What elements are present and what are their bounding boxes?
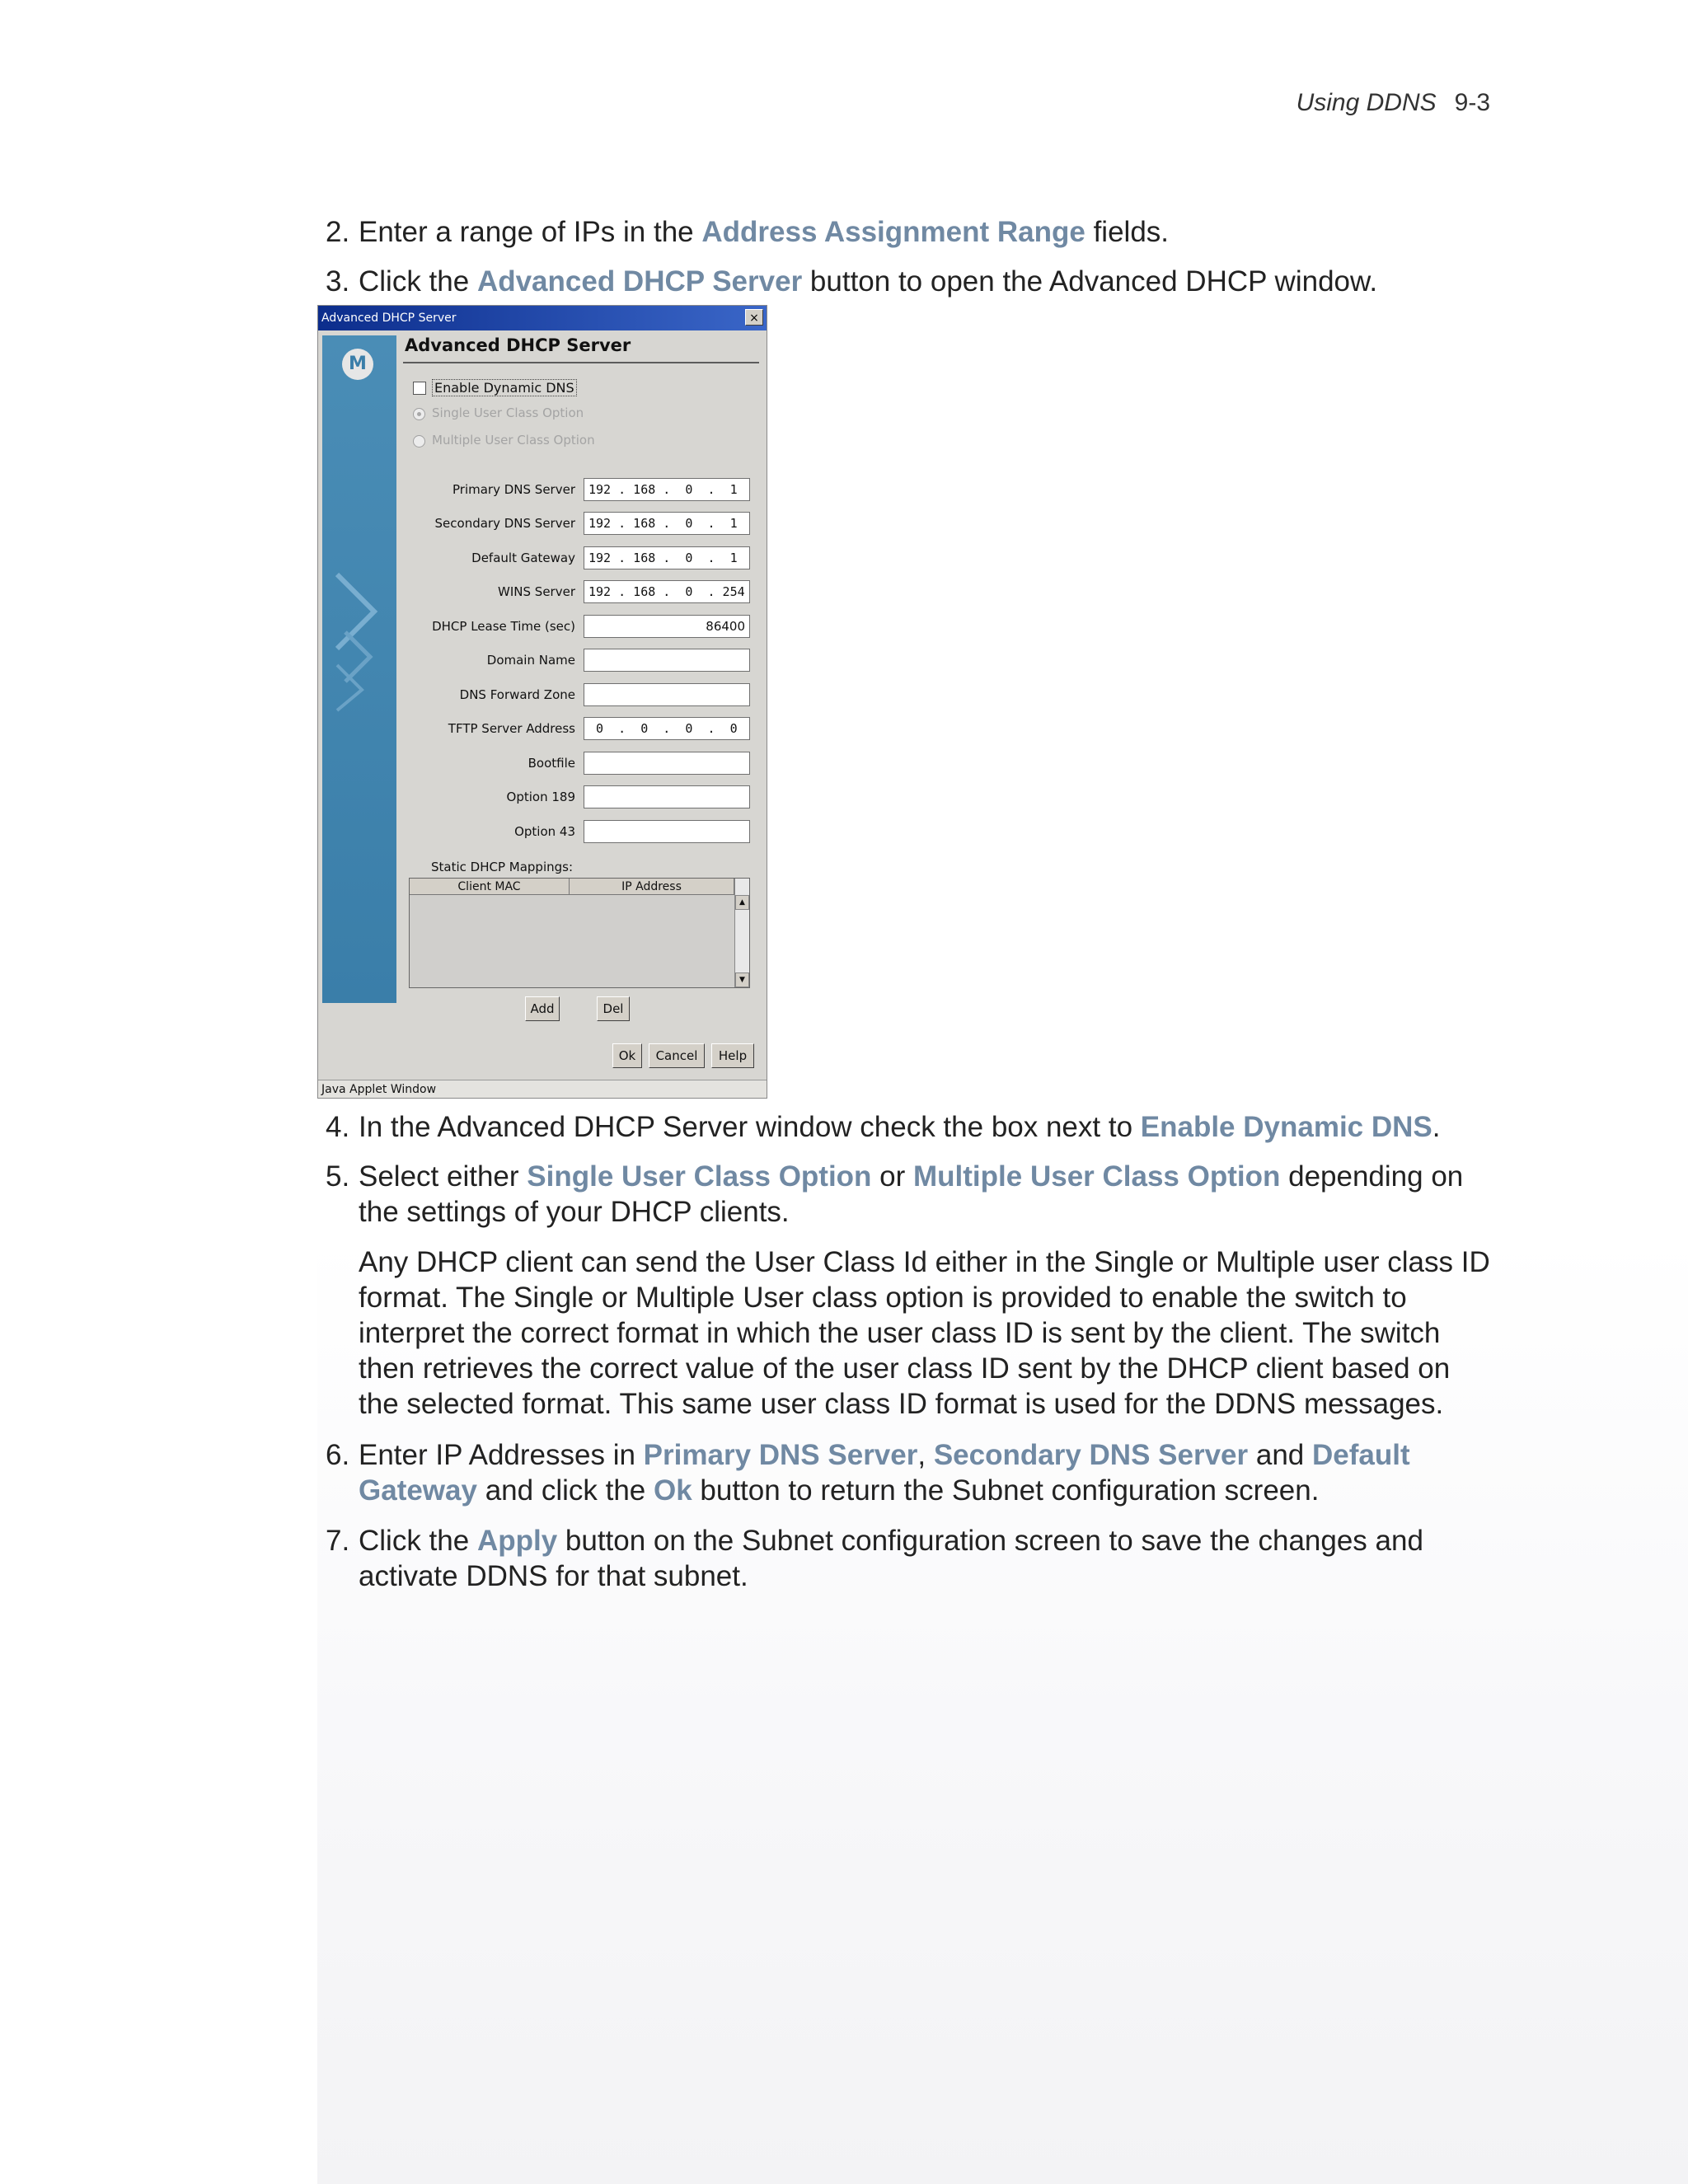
lease-time-field[interactable]: 86400 [584, 615, 750, 638]
option-189-label: Option 189 [506, 790, 575, 804]
dns-forward-zone-field[interactable] [584, 683, 750, 706]
enable-dynamic-dns-label: Enable Dynamic DNS [432, 379, 577, 396]
chevron-decoration-icon [329, 566, 390, 715]
ui-reference: Primary DNS Server [643, 1439, 918, 1471]
bootfile-field[interactable] [584, 752, 750, 775]
step-text: and click the [476, 1474, 654, 1507]
advanced-dhcp-window [317, 305, 767, 1099]
multiple-user-class-radio[interactable] [413, 435, 425, 448]
help-button[interactable]: Help [711, 1043, 754, 1068]
step-text: Select either [359, 1160, 528, 1193]
add-button[interactable]: Add [525, 996, 560, 1021]
scroll-up-icon[interactable]: ▲ [735, 895, 749, 910]
option-189-field[interactable] [584, 785, 750, 808]
step-7 [326, 1523, 1496, 1594]
table-scrollbar[interactable] [734, 879, 749, 987]
option-43-field[interactable] [584, 820, 750, 843]
column-header-client-mac[interactable]: Client MAC [410, 879, 570, 895]
step-number: 6. [326, 1439, 350, 1471]
enable-dynamic-dns-checkbox[interactable] [413, 382, 426, 395]
del-button[interactable]: Del [597, 996, 630, 1021]
tftp-server-label: TFTP Server Address [448, 721, 575, 736]
ui-reference: Secondary DNS Server [933, 1439, 1249, 1471]
heading-divider [403, 362, 759, 363]
close-button[interactable]: × [745, 309, 763, 326]
motorola-logo-icon: M [342, 349, 373, 380]
wins-server-label: WINS Server [498, 584, 575, 599]
option-43-label: Option 43 [514, 824, 575, 839]
step-text: Enter IP Addresses in [359, 1439, 644, 1471]
step-text: button to open the Advanced DHCP window. [802, 265, 1378, 298]
static-mappings-table [409, 878, 750, 988]
step-6 [326, 1437, 1496, 1508]
domain-name-field[interactable] [584, 649, 750, 672]
secondary-dns-field[interactable]: 192 . 168 . 0 . 1 [584, 512, 750, 535]
static-mappings-label: Static DHCP Mappings: [431, 860, 574, 874]
window-heading: Advanced DHCP Server [405, 335, 631, 355]
ok-button[interactable]: Ok [612, 1043, 642, 1068]
step-3 [326, 264, 1496, 299]
ui-reference: Ok [653, 1474, 692, 1507]
section-title: Using DDNS [1296, 89, 1437, 116]
step-number: 3. [326, 265, 350, 298]
step-text: , [917, 1439, 934, 1471]
ui-reference: Single User Class Option [527, 1160, 872, 1193]
step-text: or [871, 1160, 914, 1193]
step-5-explanation: Any DHCP client can send the User Class Id either in the Single or Multiple user class ID format. The Single or Multiple User class option is provided to enable the switch to interpret the correct format in which the user class ID is sent by the client. The switch then retrieves the correct value of the user class ID sent by the DHCP client based on the selected format. This same user class ID format is used for the DDNS messages. [359, 1246, 1490, 1420]
lease-time-label: DHCP Lease Time (sec) [432, 619, 575, 634]
step-text: . [1432, 1111, 1441, 1143]
primary-dns-label: Primary DNS Server [452, 482, 575, 497]
multiple-user-class-label: Multiple User Class Option [432, 433, 595, 448]
step-4 [326, 1109, 1496, 1145]
ui-reference: Address Assignment Range [701, 216, 1085, 248]
step-number: 4. [326, 1111, 350, 1143]
default-gateway-label: Default Gateway [471, 551, 575, 565]
step-text: Click the [359, 1525, 477, 1557]
ui-reference: Enable Dynamic DNS [1140, 1111, 1432, 1143]
bootfile-label: Bootfile [528, 756, 575, 771]
ui-reference: Apply [476, 1525, 558, 1557]
step-text: fields. [1085, 216, 1170, 248]
step-text: Enter a range of IPs in the [359, 216, 702, 248]
column-header-ip-address[interactable]: IP Address [570, 879, 734, 895]
single-user-class-label: Single User Class Option [432, 405, 584, 420]
default-gateway-field[interactable]: 192 . 168 . 0 . 1 [584, 546, 750, 569]
step-text: and [1248, 1439, 1312, 1471]
primary-dns-field[interactable]: 192 . 168 . 0 . 1 [584, 478, 750, 501]
step-text: depending on the settings of your DHCP clients. [359, 1160, 1464, 1228]
secondary-dns-label: Secondary DNS Server [434, 516, 575, 531]
step-text: Click the [359, 265, 477, 298]
step-number: 5. [326, 1160, 350, 1193]
dns-forward-zone-label: DNS Forward Zone [459, 687, 575, 702]
ui-reference: Advanced DHCP Server [476, 265, 803, 298]
wins-server-field[interactable]: 192 . 168 . 0 . 254 [584, 580, 750, 603]
step-text: button to return the Subnet configuration screen. [692, 1474, 1320, 1507]
scroll-down-icon[interactable]: ▼ [735, 972, 749, 987]
step-5 [326, 1159, 1496, 1230]
single-user-class-radio[interactable] [413, 408, 425, 420]
step-number: 2. [326, 216, 350, 248]
step-text: button on the Subnet configuration screen to save the changes and activate DDNS for that subnet. [359, 1525, 1423, 1592]
domain-name-label: Domain Name [486, 653, 575, 668]
step-2 [326, 214, 1496, 250]
tftp-server-field[interactable]: 0 . 0 . 0 . 0 [584, 717, 750, 740]
page-header [1296, 89, 1490, 117]
brand-sidebar [322, 335, 396, 1003]
ui-reference: Default Gateway [359, 1439, 1410, 1507]
applet-status-bar: Java Applet Window [318, 1080, 767, 1098]
step-number: 7. [326, 1525, 350, 1557]
step-text: In the Advanced DHCP Server window check the box next to [359, 1111, 1141, 1143]
ui-reference: Multiple User Class Option [913, 1160, 1281, 1193]
cancel-button[interactable]: Cancel [649, 1043, 705, 1068]
page-number: 9-3 [1454, 89, 1490, 116]
window-titlebar: Advanced DHCP Server [318, 306, 767, 330]
